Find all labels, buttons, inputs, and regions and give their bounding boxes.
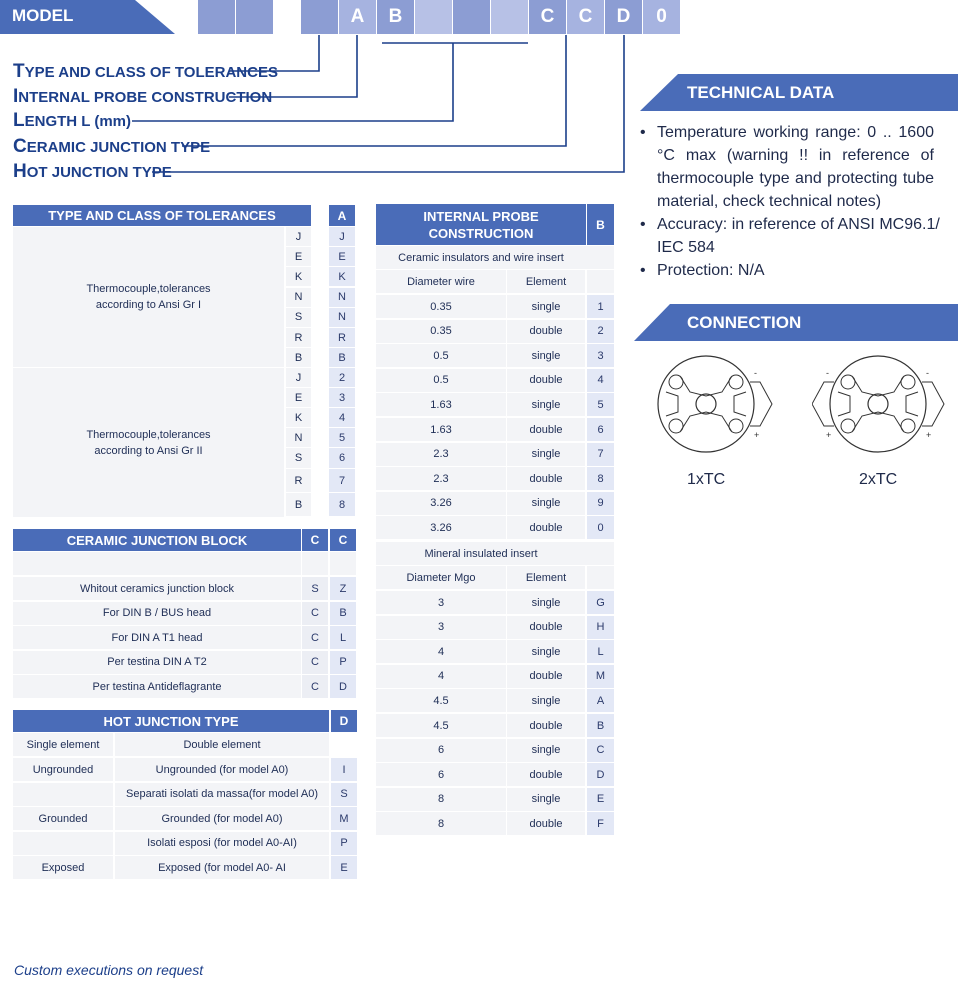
tolerances-code: R xyxy=(329,328,355,347)
tolerances-code-header: A xyxy=(329,205,355,226)
internal-diameter: 4 xyxy=(437,645,445,658)
internal-element: double xyxy=(529,719,563,732)
internal-diameter: 0.5 xyxy=(433,374,449,387)
tolerances-letter: R xyxy=(294,331,303,344)
internal-title: INTERNAL PROBE CONSTRUCTION xyxy=(376,204,586,245)
tolerances-letter: N xyxy=(294,291,303,304)
internal-diameter: 4.5 xyxy=(433,694,449,707)
hot-single: Grounded xyxy=(38,812,88,825)
internal-element: single xyxy=(531,645,561,658)
tolerances-group1-desc: Thermocouple,tolerances according to Ansi Gr I xyxy=(86,283,211,311)
svg-text:+: + xyxy=(826,430,832,440)
ceramic-code-header-2: C xyxy=(330,529,356,551)
technical-bullet-3: • Protection: N/A xyxy=(640,262,765,279)
ceramic-code-2: D xyxy=(330,675,356,698)
internal-col-header: Diameter Mgo xyxy=(406,571,476,584)
tolerances-code: 3 xyxy=(329,388,355,407)
model-code-box: C xyxy=(529,0,566,34)
technical-bullet-1: • Temperature working range: 0 .. 1600 °C max (warning !! in reference of thermocouple type and protecting tube material, check technical notes) xyxy=(640,124,934,210)
internal-element: double xyxy=(529,325,563,338)
connection-label-2xtc: 2xTC xyxy=(859,471,898,488)
hot-code: I xyxy=(331,758,357,781)
internal-diameter: 4.5 xyxy=(433,719,449,732)
ceramic-code-1: C xyxy=(302,675,328,698)
internal-diameter: 2.3 xyxy=(433,472,449,485)
internal-diameter: 6 xyxy=(437,744,445,757)
tolerances-code: 5 xyxy=(329,428,355,447)
hot-double: Ungrounded (for model A0) xyxy=(155,763,289,776)
tolerances-letter: J xyxy=(295,230,302,243)
internal-diameter: 2.3 xyxy=(433,448,449,461)
hot-double: Grounded (for model A0) xyxy=(161,812,283,825)
internal-code: M xyxy=(587,665,614,688)
hot-code: S xyxy=(331,783,357,806)
tolerances-code: 4 xyxy=(329,408,355,427)
internal-code: B xyxy=(587,714,614,737)
internal-code: C xyxy=(587,739,614,762)
internal-element: single xyxy=(531,398,561,411)
footer-note: Custom executions on request xyxy=(14,962,204,978)
ceramic-code-2: L xyxy=(330,626,356,649)
connection-banner xyxy=(634,304,958,341)
ceramic-code-1: C xyxy=(302,602,328,625)
leader-hot: HOT JUNCTION TYPE xyxy=(13,161,172,182)
leader-length: LENGTH L (mm) xyxy=(13,110,132,131)
ceramic-title: CERAMIC JUNCTION BLOCK xyxy=(13,529,301,551)
hot-col1-header: Single element xyxy=(26,738,100,751)
internal-element: single xyxy=(531,694,561,707)
internal-diameter: 3 xyxy=(437,596,445,609)
tolerances-title: TYPE AND CLASS OF TOLERANCES xyxy=(13,205,311,226)
internal-element: double xyxy=(529,768,563,781)
internal-element: single xyxy=(531,793,561,806)
hot-col2-header: Double element xyxy=(183,738,261,751)
internal-code: 7 xyxy=(587,443,614,466)
technical-banner xyxy=(640,74,958,111)
internal-diameter: 1.63 xyxy=(430,423,452,436)
model-code-box: 0 xyxy=(643,0,680,34)
internal-code: E xyxy=(587,788,614,811)
model-code-box: C xyxy=(567,0,604,34)
tolerances-letter: E xyxy=(294,391,303,404)
tolerances-code: 2 xyxy=(329,368,355,387)
internal-element: single xyxy=(531,300,561,313)
ceramic-code-2: B xyxy=(330,602,356,625)
tolerances-letter: N xyxy=(294,431,303,444)
internal-code: 4 xyxy=(587,369,614,392)
connection-label-1xtc: 1xTC xyxy=(687,471,726,488)
hot-double: Exposed (for model A0- AI xyxy=(158,861,286,874)
svg-text:+: + xyxy=(926,430,932,440)
ceramic-row-label: Whitout ceramics junction block xyxy=(79,582,235,595)
hot-double: Separati isolati da massa(for model A0) xyxy=(126,788,318,801)
internal-element: single xyxy=(531,448,561,461)
internal-section-label: Mineral insulated insert xyxy=(424,547,538,560)
internal-diameter: 3 xyxy=(437,621,445,634)
internal-section-label: Ceramic insulators and wire insert xyxy=(398,251,564,264)
internal-element: double xyxy=(529,374,563,387)
tolerances-code: 8 xyxy=(329,493,355,516)
internal-element: double xyxy=(529,423,563,436)
internal-code: G xyxy=(587,591,614,614)
hot-code-header: D xyxy=(331,710,357,732)
internal-code: 9 xyxy=(587,492,614,515)
tolerances-letter: R xyxy=(294,474,303,487)
internal-element: single xyxy=(531,497,561,510)
hot-single xyxy=(13,783,113,806)
internal-element: double xyxy=(529,670,563,683)
tolerances-letter: K xyxy=(294,411,303,424)
hot-code: M xyxy=(331,807,357,830)
internal-element: single xyxy=(531,349,561,362)
tolerances-letter: B xyxy=(294,498,303,511)
svg-text:-: - xyxy=(754,368,757,378)
model-label: MODEL xyxy=(12,6,74,25)
internal-code: F xyxy=(587,812,614,835)
ceramic-row-label: Per testina DIN A T2 xyxy=(107,656,207,669)
ceramic-code-1: S xyxy=(302,577,328,600)
internal-diameter: 6 xyxy=(437,768,445,781)
internal-code: 0 xyxy=(587,516,614,539)
internal-diameter: 8 xyxy=(437,793,445,806)
svg-text:+: + xyxy=(754,430,760,440)
internal-diameter: 8 xyxy=(437,817,445,830)
tolerances-code: N xyxy=(329,308,355,327)
tolerances-code: N xyxy=(329,288,355,307)
internal-code-header: B xyxy=(587,204,614,245)
internal-diameter: 3.26 xyxy=(430,521,452,534)
internal-diameter: 1.63 xyxy=(430,398,452,411)
model-code-box: B xyxy=(377,0,414,34)
internal-diameter: 0.35 xyxy=(430,325,452,338)
tolerances-code: 6 xyxy=(329,448,355,468)
ceramic-blank-row xyxy=(302,552,328,575)
internal-code: H xyxy=(587,616,614,639)
technical-title: TECHNICAL DATA xyxy=(687,83,835,102)
tolerances-letter: J xyxy=(295,371,302,384)
internal-element: double xyxy=(529,472,563,485)
tolerances-letter: S xyxy=(294,311,303,324)
hot-single: Ungrounded xyxy=(32,763,94,776)
ceramic-blank-row xyxy=(13,552,301,575)
internal-element: double xyxy=(529,817,563,830)
internal-code: A xyxy=(587,689,614,712)
internal-element: double xyxy=(529,621,563,634)
internal-code: 8 xyxy=(587,467,614,490)
tolerances-code: B xyxy=(329,348,355,367)
internal-col-header-bg xyxy=(587,566,614,589)
internal-diameter: 0.5 xyxy=(433,349,449,362)
hot-title: HOT JUNCTION TYPE xyxy=(13,710,329,732)
ceramic-code-header-1: C xyxy=(302,529,328,551)
internal-code: 5 xyxy=(587,393,614,416)
tolerances-letter: E xyxy=(294,250,303,263)
connection-diagram-2xtc xyxy=(812,352,952,462)
ceramic-code-1: C xyxy=(302,651,328,674)
model-code-box: A xyxy=(339,0,376,34)
connection-title: CONNECTION xyxy=(687,313,802,332)
ceramic-blank-row xyxy=(330,552,356,575)
internal-code: 1 xyxy=(587,295,614,318)
tolerances-code: J xyxy=(329,227,355,246)
svg-text:-: - xyxy=(926,368,929,378)
internal-col-header-bg xyxy=(587,270,614,293)
internal-diameter: 4 xyxy=(437,670,445,683)
leader-type-class: TYPE AND CLASS OF TOLERANCES xyxy=(13,61,278,82)
tolerances-code: 7 xyxy=(329,469,355,492)
ceramic-code-1: C xyxy=(302,626,328,649)
tolerances-letter: K xyxy=(294,270,303,283)
model-code-box: D xyxy=(605,0,642,34)
internal-col-header: Element xyxy=(525,275,567,288)
ceramic-row-label: For DIN B / BUS head xyxy=(102,607,212,620)
leader-internal-probe: INTERNAL PROBE CONSTRUCTION xyxy=(13,86,273,107)
hot-single xyxy=(13,832,113,855)
hot-double: Isolati esposi (for model A0-AI) xyxy=(147,837,297,850)
hot-code: E xyxy=(331,856,357,879)
tolerances-letter: B xyxy=(294,351,303,364)
internal-code: 6 xyxy=(587,418,614,441)
internal-col-header: Diameter wire xyxy=(407,275,475,288)
technical-bullet-2: • Accuracy: in reference of ANSI MC96.1/ IEC 584 xyxy=(640,216,940,256)
internal-element: double xyxy=(529,521,563,534)
connection-diagram-1xtc xyxy=(650,352,780,462)
ceramic-row-label: Per testina Antideflagrante xyxy=(92,680,222,693)
ceramic-code-2: Z xyxy=(330,577,356,600)
hot-code: P xyxy=(331,832,357,855)
internal-element: single xyxy=(531,596,561,609)
internal-diameter: 3.26 xyxy=(430,497,452,510)
tolerances-code: K xyxy=(329,267,355,286)
internal-col-header: Element xyxy=(525,571,567,584)
ceramic-row-label: For DIN A T1 head xyxy=(111,631,203,644)
internal-code: L xyxy=(587,640,614,663)
internal-code: 2 xyxy=(587,320,614,343)
internal-element: single xyxy=(531,744,561,757)
ceramic-code-2: P xyxy=(330,651,356,674)
tolerances-group2-desc: Thermocouple,tolerances according to Ansi Gr II xyxy=(86,428,211,457)
internal-code: D xyxy=(587,763,614,786)
leader-ceramic: CERAMIC JUNCTION TYPE xyxy=(13,136,211,157)
svg-text:-: - xyxy=(826,368,829,378)
tolerances-code: E xyxy=(329,247,355,266)
hot-single: Exposed xyxy=(41,861,85,874)
tolerances-letter: S xyxy=(294,452,303,464)
internal-diameter: 0.35 xyxy=(430,300,452,313)
internal-code: 3 xyxy=(587,344,614,367)
